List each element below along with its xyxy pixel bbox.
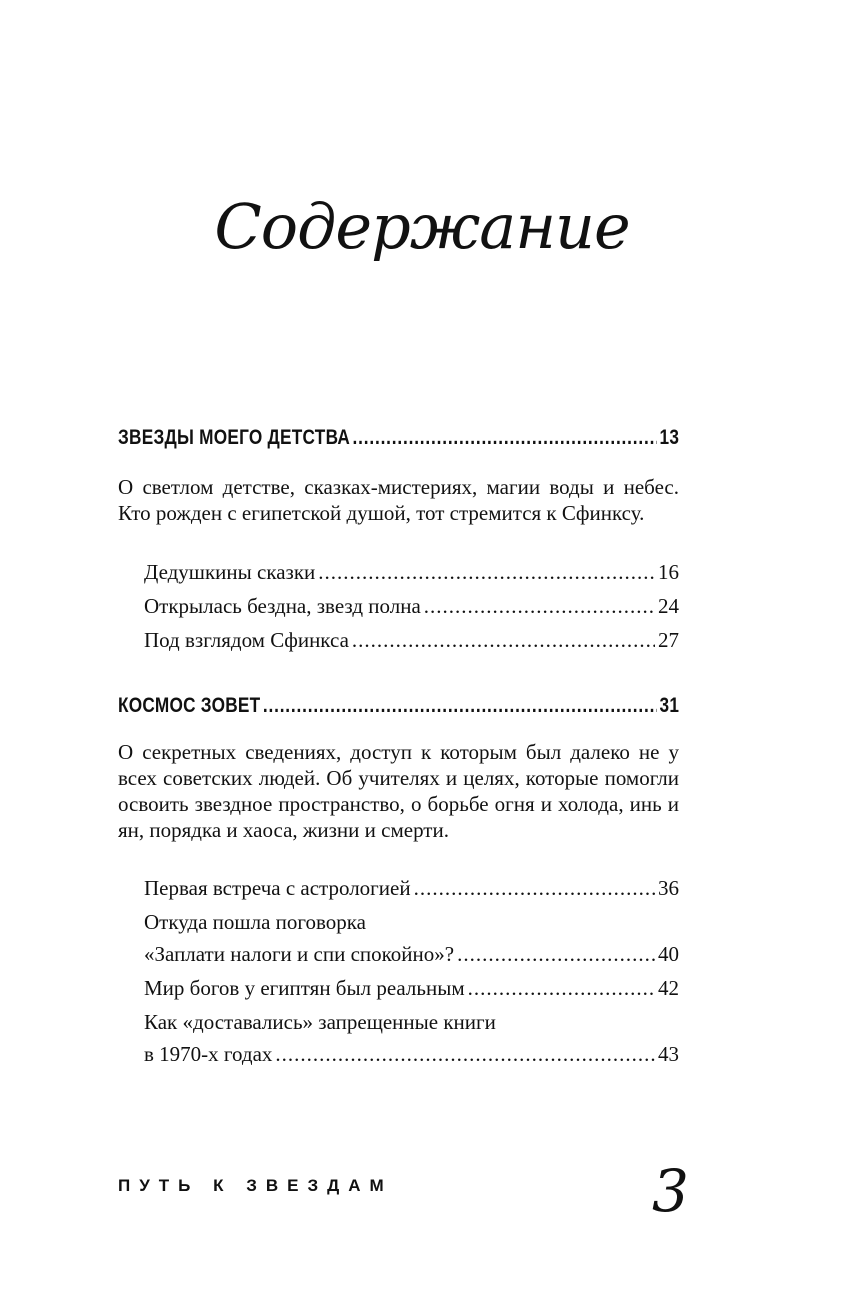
entry-title: Первая встреча с астрологией xyxy=(144,876,411,900)
section-description: О светлом детстве, сказках-мистериях, магии воды и небес. Кто рожден с египетской душой, тот стремится к Сфинксу. xyxy=(118,475,679,525)
entry-page-number: 16 xyxy=(658,560,679,584)
dot-leader xyxy=(263,694,657,718)
toc-section-2 xyxy=(118,694,679,718)
toc-section-1 xyxy=(118,426,679,450)
entry-title: Под взглядом Сфинкса xyxy=(144,628,349,652)
entry-title: «Заплати налоги и спи спокойно»? xyxy=(144,942,455,966)
section-description: О секретных сведениях, доступ к которым был далеко не у всех советских людей. Об учителях и целях, которые помогли освоить звездное пространство, о борьбе огня и холода, инь и ян, порядка и хаоса, жизни и смерти. xyxy=(118,740,679,842)
entry-page-number: 42 xyxy=(658,976,679,1000)
dot-leader xyxy=(318,560,655,585)
page-number: 3 xyxy=(652,1157,689,1225)
dot-leader xyxy=(414,876,655,901)
section-page-number: 13 xyxy=(659,426,680,449)
entry-title-line[interactable]: Откуда пошла поговорка xyxy=(144,910,366,934)
section-title: ЗВЕЗДЫ МОЕГО ДЕТСТВА xyxy=(118,426,351,449)
running-title: ПУТЬ К ЗВЕЗДАМ xyxy=(118,1176,393,1195)
toc-entry[interactable] xyxy=(118,594,679,628)
toc-entry[interactable] xyxy=(118,942,679,976)
toc-entry[interactable] xyxy=(118,628,679,662)
dot-leader xyxy=(468,976,655,1001)
section-title: КОСМОС ЗОВЕТ xyxy=(118,694,261,717)
toc-subitems-2 xyxy=(118,876,679,1076)
toc-section-heading[interactable] xyxy=(118,694,679,718)
entry-title: Мир богов у египтян был реальным xyxy=(144,976,465,1000)
toc-section-heading[interactable] xyxy=(118,426,679,450)
entry-page-number: 40 xyxy=(658,942,679,966)
entry-title-line[interactable]: Как «доставались» запрещенные книги xyxy=(144,1010,496,1034)
dot-leader xyxy=(424,594,655,619)
toc-entry[interactable] xyxy=(118,876,679,910)
entry-title: Дедушкины сказки xyxy=(144,560,316,584)
entry-page-number: 24 xyxy=(658,594,679,618)
dot-leader xyxy=(353,426,658,450)
entry-page-number: 27 xyxy=(658,628,679,652)
toc-subitems-1 xyxy=(118,560,679,662)
page-title: Содержание xyxy=(214,190,630,263)
toc-entry[interactable] xyxy=(118,1042,679,1076)
toc-entry[interactable] xyxy=(118,560,679,594)
dot-leader xyxy=(457,942,655,967)
dot-leader xyxy=(275,1042,655,1067)
entry-page-number: 36 xyxy=(658,876,679,900)
toc-entry[interactable] xyxy=(118,976,679,1010)
entry-page-number: 43 xyxy=(658,1042,679,1066)
entry-title: в 1970-х годах xyxy=(144,1042,273,1066)
dot-leader xyxy=(352,628,655,653)
entry-title: Открылась бездна, звезд полна xyxy=(144,594,421,618)
section-page-number: 31 xyxy=(659,694,680,717)
